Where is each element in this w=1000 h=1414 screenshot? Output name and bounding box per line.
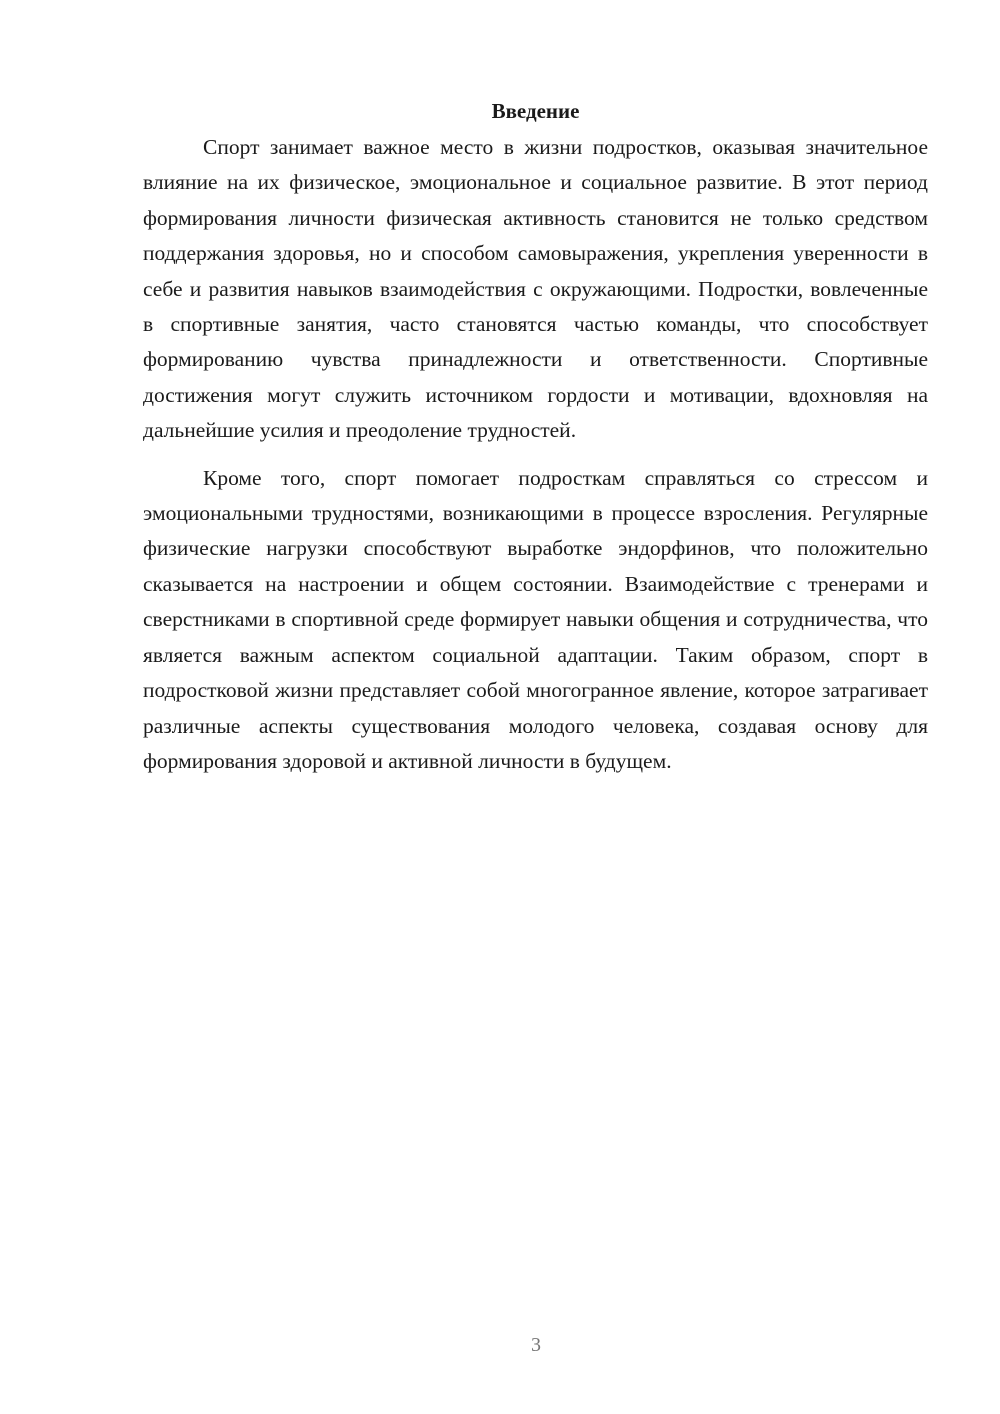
paragraph-2: Кроме того, спорт помогает подросткам справляться со стрессом и эмоциональными трудностями, возникающими в процессе взросления. Регулярные физические нагрузки способствуют выработке эндорфинов, что положительно сказывается на настроении и общем состоянии. Взаимодействие с тренерами и сверстниками в спортивной среде формирует навыки общения и сотрудничества, что является важным аспектом социальной адаптации. Таким образом, спорт в подростковой жизни представляет собой многогранное явление, которое затрагивает различные аспекты существования молодого человека, создавая основу для формирования здоровой и активной личности в будущем. <box>143 465 928 773</box>
paragraph-1: Спорт занимает важное место в жизни подростков, оказывая значительное влияние на их физическое, эмоциональное и социальное развитие. В этот период формирования личности физическая активность становится не только средством поддержания здоровья, но и способом самовыражения, укрепления уверенности в себе и развития навыков взаимодействия с окружающими. Подростки, вовлеченные в спортивные занятия, часто становятся частью команды, что способствует формированию чувства принадлежности и ответственности. Спортивные достижения могут служить источником гордости и мотивации, вдохновляя на дальнейшие усилия и преодоление трудностей. <box>143 135 928 443</box>
page-content <box>143 96 928 779</box>
page-number: 3 <box>531 1334 541 1356</box>
section-heading: Введение <box>491 99 580 123</box>
